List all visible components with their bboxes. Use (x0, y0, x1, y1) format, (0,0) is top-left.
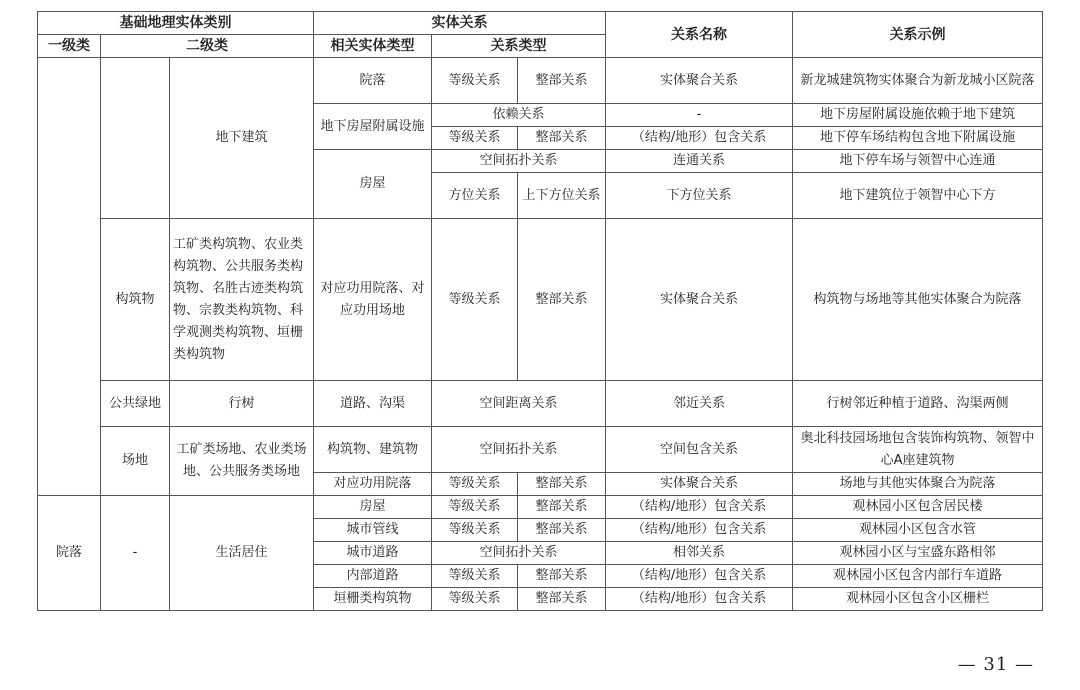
table-cell: 整部关系 (518, 473, 606, 496)
table-cell: 房屋 (314, 150, 432, 219)
table-cell: 依赖关系 (432, 104, 606, 127)
table-cell: 整部关系 (518, 588, 606, 611)
level2a-courtyard: - (101, 496, 170, 611)
table-cell: 观林园小区包含内部行车道路 (793, 565, 1043, 588)
table-cell: 构筑物与场地等其他实体聚合为院落 (793, 219, 1043, 381)
table-cell: 地下房屋附属设施 (314, 104, 432, 150)
table-cell: - (606, 104, 793, 127)
table-cell: 等级关系 (432, 219, 518, 381)
table-cell: 上下方位关系 (518, 173, 606, 219)
table-row (38, 58, 1043, 104)
table-row (38, 427, 1043, 473)
table-cell: 城市管线 (314, 519, 432, 542)
table-cell: 空间包含关系 (606, 427, 793, 473)
table-cell: 奥北科技园场地包含装饰构筑物、领智中心A座建筑物 (793, 427, 1043, 473)
table-cell: 城市道路 (314, 542, 432, 565)
table-cell: 等级关系 (432, 565, 518, 588)
table-cell: 整部关系 (518, 58, 606, 104)
table-cell: 空间拓扑关系 (432, 542, 606, 565)
table-cell: 整部关系 (518, 519, 606, 542)
table-cell: 相邻关系 (606, 542, 793, 565)
table-cell: 等级关系 (432, 519, 518, 542)
level2a-site: 场地 (101, 427, 170, 496)
table-cell: 地下房屋附属设施依赖于地下建筑 (793, 104, 1043, 127)
table-cell: 整部关系 (518, 127, 606, 150)
table-cell: 下方位关系 (606, 173, 793, 219)
entity-relation-table (37, 11, 1043, 611)
table-cell: 房屋 (314, 496, 432, 519)
table-cell: 对应功用院落、对应功用场地 (314, 219, 432, 381)
header-relation-name: 关系名称 (606, 12, 793, 58)
table-cell: 新龙城建筑物实体聚合为新龙城小区院落 (793, 58, 1043, 104)
table-cell: 等级关系 (432, 127, 518, 150)
level2a-public-green: 公共绿地 (101, 381, 170, 427)
table-cell: 对应功用院落 (314, 473, 432, 496)
header-level1: 一级类 (38, 35, 101, 58)
table-cell: 整部关系 (518, 219, 606, 381)
table-cell: 等级关系 (432, 473, 518, 496)
table-cell: 内部道路 (314, 565, 432, 588)
header-related-entity-type: 相关实体类型 (314, 35, 432, 58)
table-cell: 实体聚合关系 (606, 473, 793, 496)
header-entity-relation: 实体关系 (314, 12, 606, 35)
header-level2: 二级类 (101, 35, 314, 58)
table-row (38, 381, 1043, 427)
table-cell: 实体聚合关系 (606, 58, 793, 104)
header-basic-category: 基础地理实体类别 (38, 12, 314, 35)
table-cell: （结构/地形）包含关系 (606, 519, 793, 542)
table-cell: 垣栅类构筑物 (314, 588, 432, 611)
table-cell: 场地与其他实体聚合为院落 (793, 473, 1043, 496)
table-cell: 行树邻近种植于道路、沟渠两侧 (793, 381, 1043, 427)
level2a-structures: 构筑物 (101, 219, 170, 381)
table-cell: 观林园小区包含小区栅栏 (793, 588, 1043, 611)
table-row (38, 219, 1043, 381)
table-cell: （结构/地形）包含关系 (606, 496, 793, 519)
table-cell: 地下建筑位于领智中心下方 (793, 173, 1043, 219)
level2a-cell-empty (101, 58, 170, 219)
table-cell: （结构/地形）包含关系 (606, 127, 793, 150)
table-cell: 构筑物、建筑物 (314, 427, 432, 473)
level2-living: 生活居住 (170, 496, 314, 611)
level2-underground-building: 地下建筑 (170, 58, 314, 219)
table-cell: 方位关系 (432, 173, 518, 219)
level1-courtyard: 院落 (38, 496, 101, 611)
table-cell: 行树 (170, 381, 314, 427)
table-cell: 观林园小区包含水管 (793, 519, 1043, 542)
table-cell: 工矿类场地、农业类场地、公共服务类场地 (170, 427, 314, 496)
table-cell: 邻近关系 (606, 381, 793, 427)
level1-cell-empty (38, 58, 101, 496)
table-cell: 空间拓扑关系 (432, 427, 606, 473)
table-cell: 整部关系 (518, 565, 606, 588)
table-cell: 等级关系 (432, 496, 518, 519)
table-cell: 院落 (314, 58, 432, 104)
table-cell: 等级关系 (432, 58, 518, 104)
table-cell: 实体聚合关系 (606, 219, 793, 381)
table-cell: 工矿类构筑物、农业类构筑物、公共服务类构筑物、名胜古迹类构筑物、宗教类构筑物、科学观测类构筑物、垣栅类构筑物 (170, 219, 314, 381)
table-cell: 等级关系 (432, 588, 518, 611)
table-cell: 地下停车场与领智中心连通 (793, 150, 1043, 173)
table-cell: （结构/地形）包含关系 (606, 565, 793, 588)
header-relation-type: 关系类型 (432, 35, 606, 58)
table-cell: 地下停车场结构包含地下附属设施 (793, 127, 1043, 150)
page-number: — 31 — (957, 654, 1034, 675)
table-cell: 观林园小区包含居民楼 (793, 496, 1043, 519)
table-cell: 道路、沟渠 (314, 381, 432, 427)
header-relation-example: 关系示例 (793, 12, 1043, 58)
table-cell: 空间距离关系 (432, 381, 606, 427)
table-cell: 连通关系 (606, 150, 793, 173)
table-cell: 空间拓扑关系 (432, 150, 606, 173)
table-row (38, 496, 1043, 519)
table-cell: （结构/地形）包含关系 (606, 588, 793, 611)
table-cell: 观林园小区与宝盛东路相邻 (793, 542, 1043, 565)
table-cell: 整部关系 (518, 496, 606, 519)
